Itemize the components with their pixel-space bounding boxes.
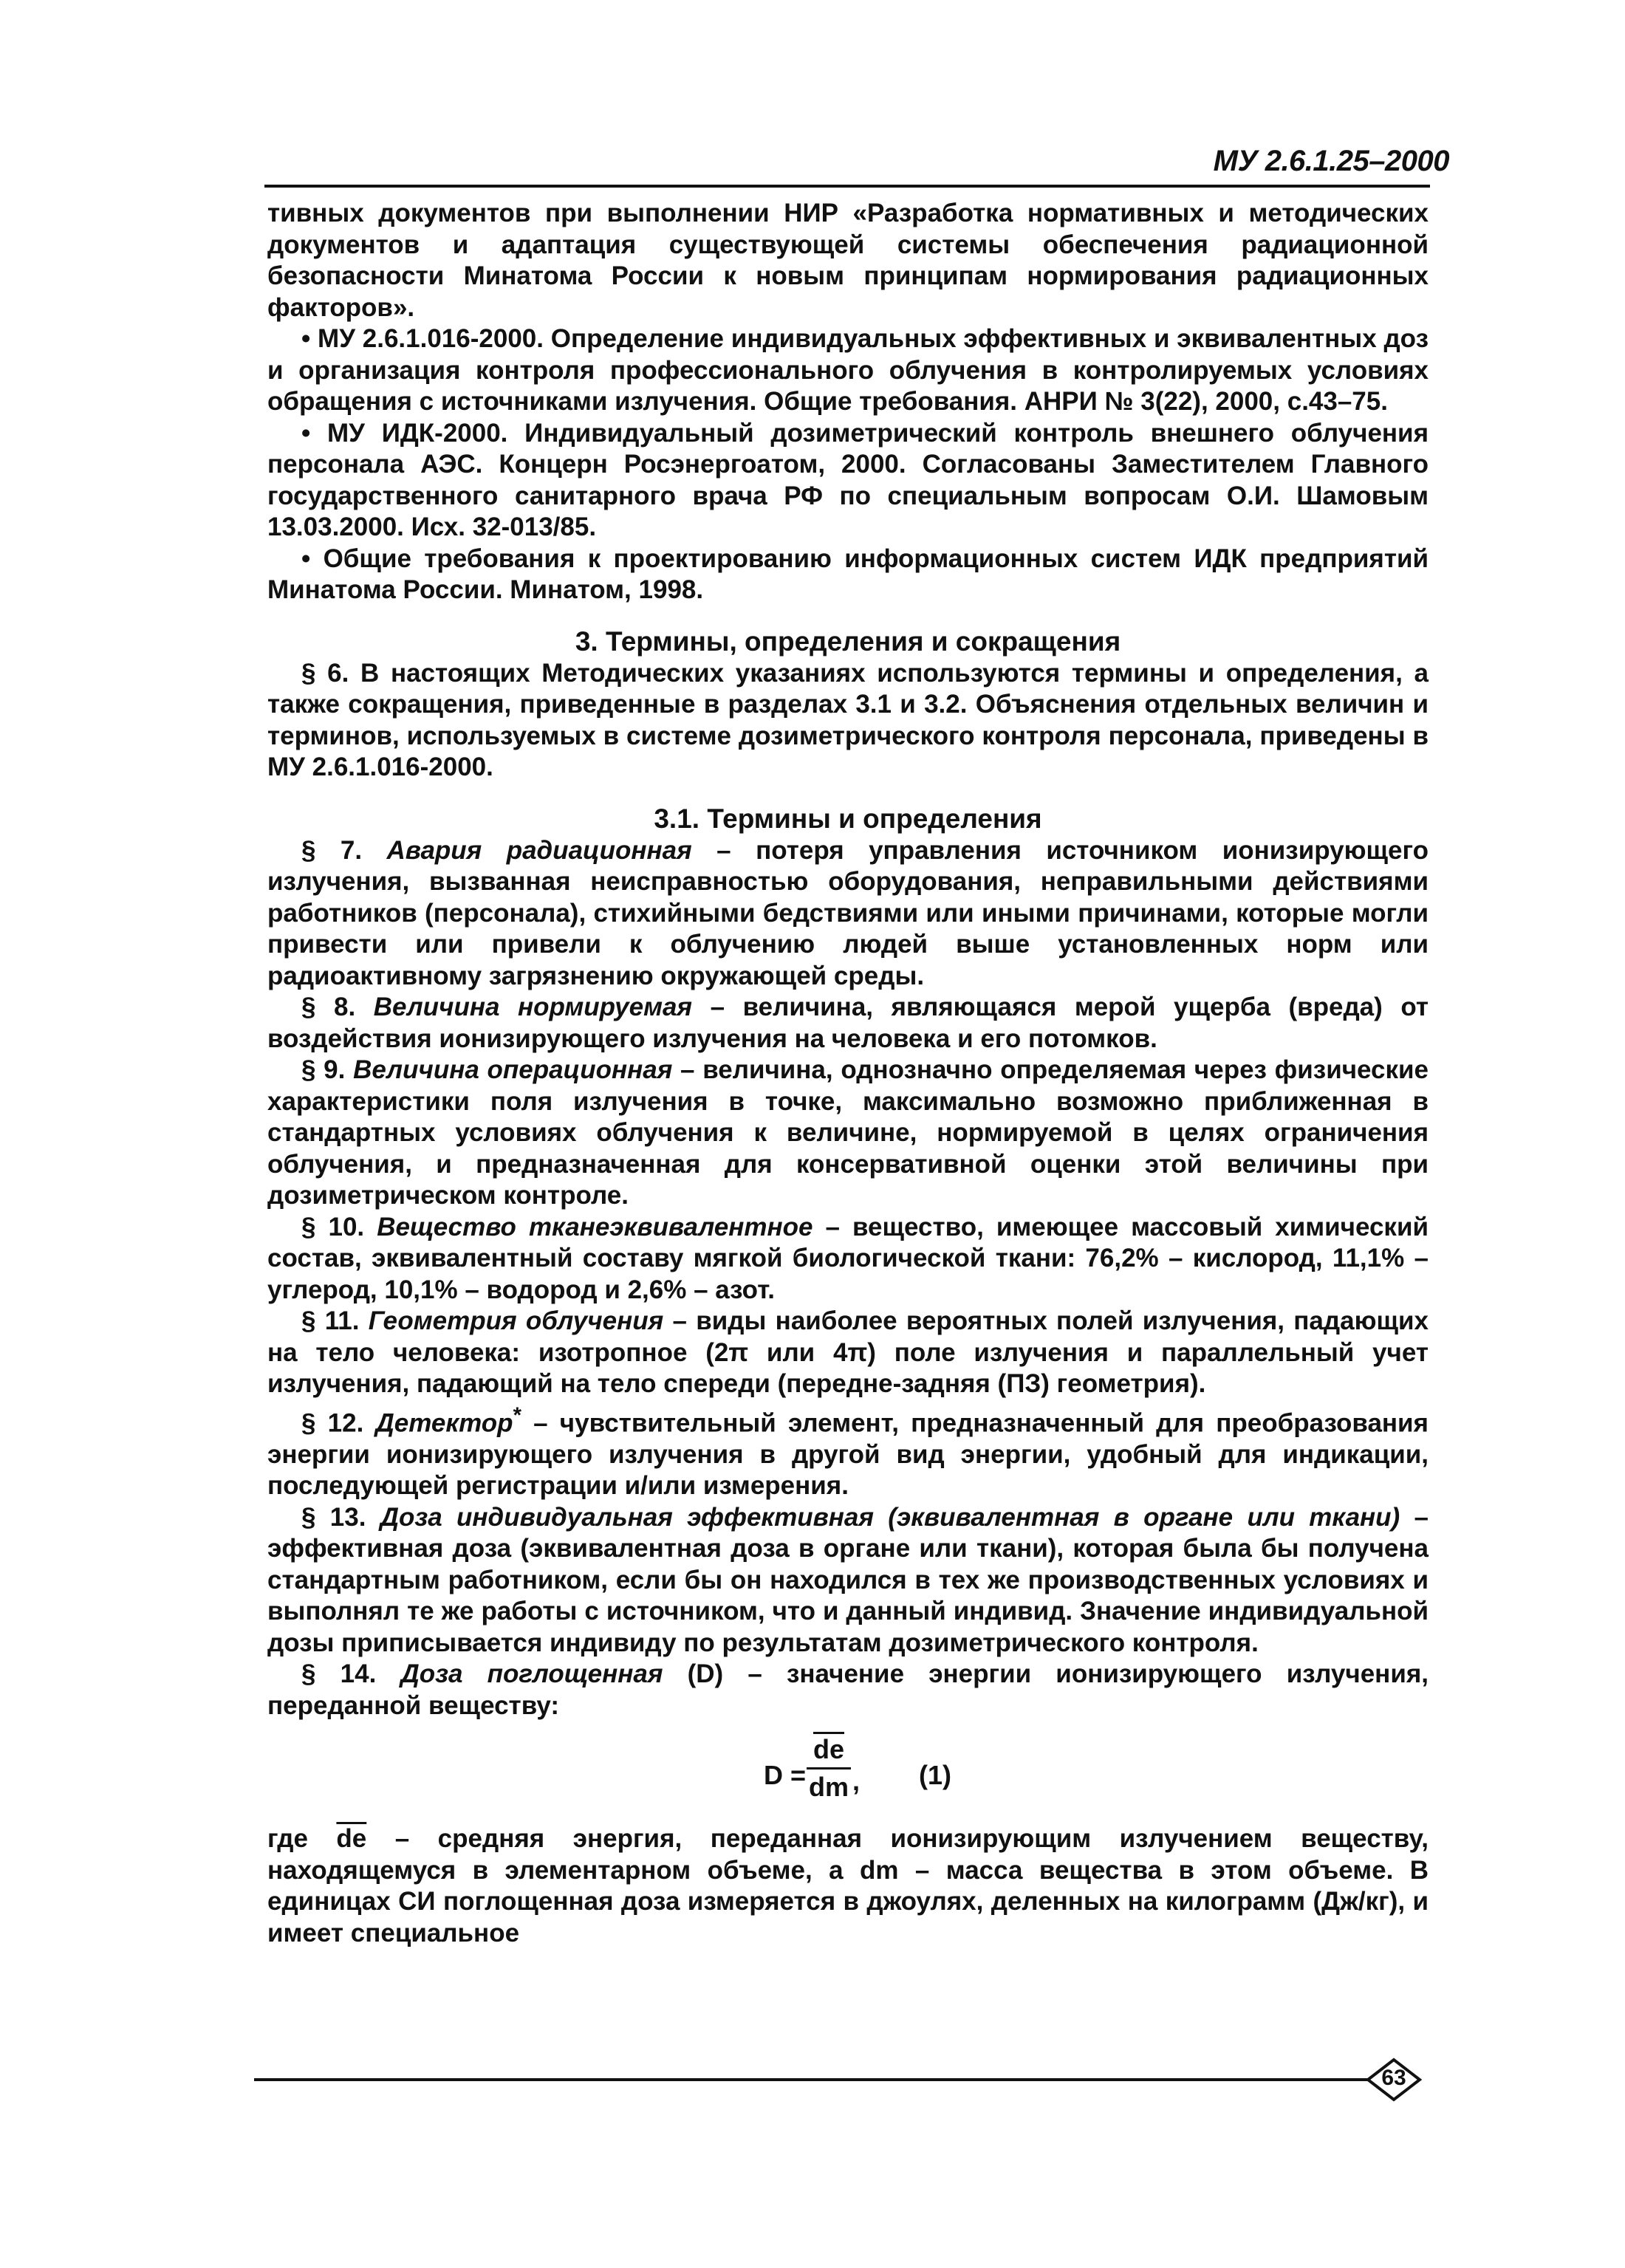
section-3-heading: 3. Термины, определения и сокращения [575, 626, 1121, 657]
formula-comma: , [852, 1766, 861, 1797]
footnote-asterisk: * [513, 1403, 521, 1428]
term-irradiation-geometry: Геометрия облучения [368, 1306, 664, 1335]
term-absorbed-dose: Доза поглощенная [400, 1659, 663, 1689]
term-radiation-accident: Авария радиационная [386, 835, 692, 865]
formula-explanation: где $\overline{de}$ – средняя энергия, переданная ионизирующим излучением веществу, находящемуся в элементарном объеме, а dm – масса вещества в этом объеме. В единицах СИ поглощенная доза измеряется в джоулях, деленных на килограмм (Дж/кг), и имеет специальное [267, 1824, 1429, 1947]
term-normalized-quantity: Величина нормируемая [373, 993, 693, 1021]
term-operational-quantity: Величина операционная [353, 1055, 673, 1084]
term-individual-effective-dose: Доза индивидуальная эффективная (эквивалентная в органе или ткани) [380, 1502, 1400, 1532]
reference-item-mu-016: • МУ 2.6.1.016-2000. Определение индивидуальных эффективных и эквивалентных доз и организация контроля профессионального облучения в контролируемых условиях обращения с источниками излучения. Общие требования. АНРИ № 3(22), 2000, с.43–75. [267, 324, 1429, 416]
paragraph-9: § 9. Величина операционная – величина, однозначно определяемая через физические характеристики поля излучения в точке, максимально возможно приближенная в стандартных условиях облучения к величине, нормируемой в целях ограничения облучения, и предназначенная для консервативной оценки этой величины при дозиметрическом контроле. [267, 1055, 1429, 1210]
term-tissue-equivalent-substance: Вещество тканеэквивалентное [377, 1212, 813, 1241]
paragraph-13: § 13. Доза индивидуальная эффективная (эквивалентная в органе или ткани) – эффективная доза (эквивалентная доза в органе или ткани), которая была бы получена стандартным работником, если бы он находился в тех же производственных условиях и выполнял те же работы с источником, что и данный индивид. Значение индивидуальной дозы приписывается индивиду по результатам дозиметрического контроля. [267, 1502, 1429, 1657]
paragraph-10: § 10. Вещество тканеэквивалентное – вещество, имеющее массовый химический состав, эквивалентный составу мягкой биологической ткани: 76,2% – кислород, 11,1% – углерод, 10,1% – водород и 2,6% – азот. [267, 1212, 1429, 1304]
formula-numerator: $\overline{de}$ [812, 1734, 844, 1765]
reference-item-mu-idk: • МУ ИДК-2000. Индивидуальный дозиметрический контроль внешнего облучения персонала АЭС. Концерн Росэнергоатом, 2000. Согласованы Заместителем Главного государственного санитарного врача РФ по специальным вопросам О.И. Шамовым 13.03.2000. Исх. 32-013/85. [267, 418, 1429, 541]
formula-1 [267, 1733, 1429, 1819]
paragraph-14: § 14. Доза поглощенная (D) – значение энергии ионизирующего излучения, переданной веществу: [267, 1659, 1429, 1720]
paragraph-7: § 7. Авария радиационная – потеря управления источником ионизирующего излучения, вызванная неисправностью оборудования, неправильными действиями работников (персонала), стихийными бедствиями или иными причинами, которые могли привести или привели к облучению людей выше установленных норм или радиоактивному загрязнению окружающей среды. [267, 835, 1429, 990]
formula-denominator: dm [809, 1772, 849, 1803]
fraction-bar [807, 1767, 851, 1769]
header-divider [264, 185, 1430, 188]
section-3-1-heading: 3.1. Термины и определения [654, 803, 1042, 834]
intro-paragraph-continued: тивных документов при выполнении НИР «Разработка нормативных и методических документов и адаптация существующей системы обеспечения радиационной безопасности Минатома России к новым принципам нормирования радиационных факторов». [267, 199, 1429, 322]
page-number: 63 [1381, 2066, 1406, 2090]
document-body [267, 198, 1429, 1949]
paragraph-6: § 6. В настоящих Методических указаниях используются термины и определения, а также сокращения, приведенные в разделах 3.1 и 3.2. Объяснения отдельных величин и терминов, используемых в системе дозиметрического контроля персонала, приведены в МУ 2.6.1.016-2000. [267, 658, 1429, 781]
paragraph-8: § 8. Величина нормируемая – величина, являющаяся мерой ущерба (вреда) от воздействия ионизирующего излучения на человека и его потомков. [267, 993, 1429, 1053]
formula-number: (1) [919, 1760, 951, 1791]
formula-lhs: D = [764, 1760, 807, 1791]
footer-divider [254, 2078, 1371, 2081]
formula-fraction [807, 1733, 851, 1803]
reference-item-general-requirements: • Общие требования к проектированию информационных систем ИДК предприятий Минатома России. Минатом, 1998. [267, 544, 1429, 604]
paragraph-12: § 12. Детектор* – чувствительный элемент, предназначенный для преобразования энергии ионизирующего излучения в другой вид энергии, удобный для индикации, последующей регистрации и/или измерения. [267, 1403, 1429, 1501]
term-detector: Детектор [375, 1408, 513, 1438]
paragraph-11: § 11. Геометрия облучения – виды наиболее вероятных полей излучения, падающих на тело человека: изотропное (2π или 4π) поле излучения и параллельный учет излучения, падающий на тело спереди (передне-задняя (ПЗ) геометрия). [267, 1306, 1429, 1398]
document-code: МУ 2.6.1.25–2000 [1213, 145, 1449, 177]
page-number-badge [1365, 2058, 1423, 2102]
mean-energy-symbol: $\overline{de}$ [336, 1824, 367, 1854]
